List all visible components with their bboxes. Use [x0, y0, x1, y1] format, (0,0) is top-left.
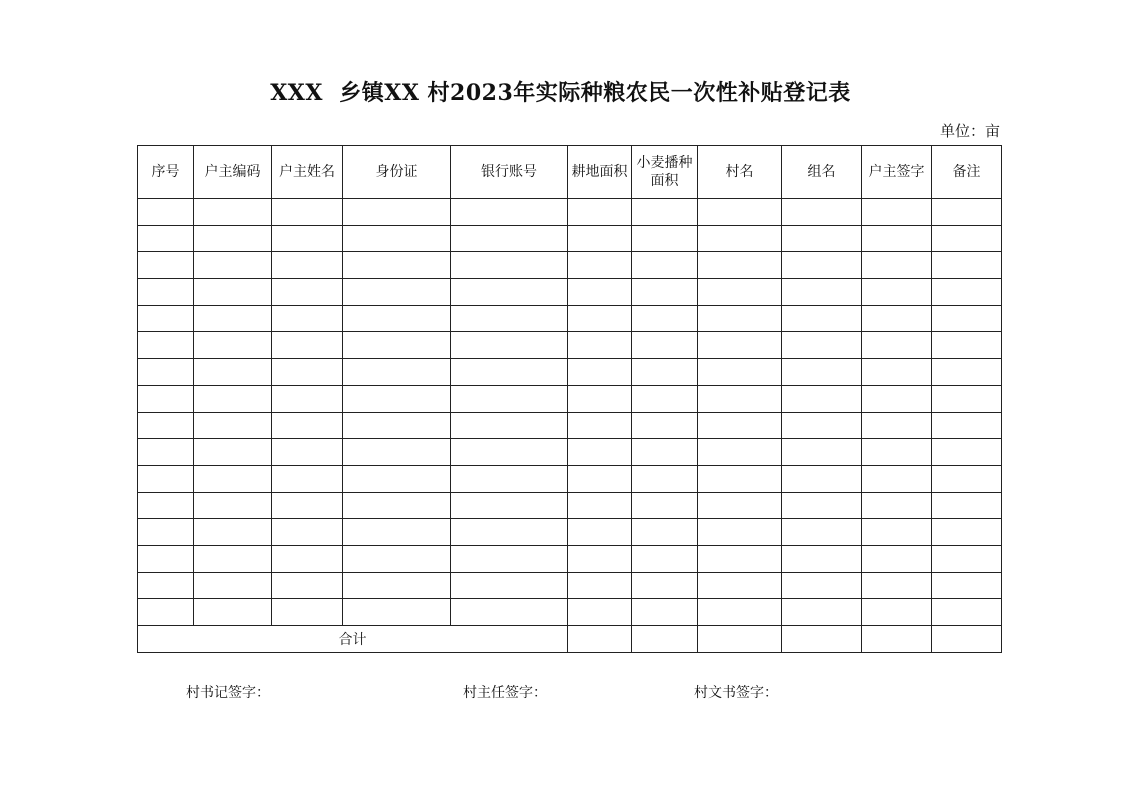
total-cell[interactable]: [632, 626, 698, 653]
table-cell[interactable]: [862, 252, 932, 279]
table-cell[interactable]: [862, 599, 932, 626]
table-cell[interactable]: [568, 465, 632, 492]
table-cell[interactable]: [568, 305, 632, 332]
table-cell[interactable]: [343, 359, 451, 386]
table-row: [138, 599, 1002, 626]
table-cell[interactable]: [272, 492, 343, 519]
table-cell[interactable]: [862, 359, 932, 386]
table-cell[interactable]: [272, 545, 343, 572]
table-cell[interactable]: [568, 332, 632, 359]
header-remarks: 备注: [932, 146, 1002, 199]
header-householder-name: 户主姓名: [272, 146, 343, 199]
table-cell[interactable]: [194, 359, 272, 386]
table-cell[interactable]: [568, 519, 632, 546]
table-cell[interactable]: [138, 332, 194, 359]
table-cell[interactable]: [343, 492, 451, 519]
table-cell[interactable]: [138, 359, 194, 386]
table-cell[interactable]: [343, 332, 451, 359]
table-cell[interactable]: [862, 225, 932, 252]
table-cell[interactable]: [451, 305, 568, 332]
table-cell[interactable]: [932, 252, 1002, 279]
table-row: [138, 225, 1002, 252]
table-cell[interactable]: [568, 439, 632, 466]
table-row: [138, 519, 1002, 546]
table-cell[interactable]: [272, 439, 343, 466]
table-cell[interactable]: [451, 199, 568, 226]
table-cell[interactable]: [632, 519, 698, 546]
header-group-name: 组名: [782, 146, 862, 199]
table-cell[interactable]: [451, 412, 568, 439]
table-cell[interactable]: [138, 599, 194, 626]
table-cell[interactable]: [272, 359, 343, 386]
table-cell[interactable]: [782, 305, 862, 332]
table-cell[interactable]: [698, 465, 782, 492]
table-cell[interactable]: [698, 225, 782, 252]
table-cell[interactable]: [194, 572, 272, 599]
table-cell[interactable]: [343, 252, 451, 279]
table-cell[interactable]: [194, 599, 272, 626]
header-farmland-area: 耕地面积: [568, 146, 632, 199]
table-cell[interactable]: [698, 545, 782, 572]
table-cell[interactable]: [932, 279, 1002, 306]
table-cell[interactable]: [272, 279, 343, 306]
table-cell[interactable]: [862, 519, 932, 546]
table-row: [138, 492, 1002, 519]
table-cell[interactable]: [451, 332, 568, 359]
table-cell[interactable]: [782, 252, 862, 279]
table-cell[interactable]: [138, 199, 194, 226]
table-cell[interactable]: [862, 279, 932, 306]
table-cell[interactable]: [272, 225, 343, 252]
table-cell[interactable]: [632, 545, 698, 572]
table-cell[interactable]: [568, 385, 632, 412]
table-cell[interactable]: [632, 252, 698, 279]
table-cell[interactable]: [194, 332, 272, 359]
registration-table: [137, 145, 1002, 653]
table-cell[interactable]: [194, 412, 272, 439]
table-row: [138, 412, 1002, 439]
table-cell[interactable]: [632, 332, 698, 359]
table-cell[interactable]: [632, 305, 698, 332]
table-cell[interactable]: [862, 492, 932, 519]
clerk-signature-label: 村文书签字：: [694, 685, 778, 701]
table-cell[interactable]: [568, 359, 632, 386]
table-cell[interactable]: [632, 572, 698, 599]
table-cell[interactable]: [451, 385, 568, 412]
total-cell[interactable]: [932, 626, 1002, 653]
table-body: [138, 199, 1002, 626]
table-cell[interactable]: [194, 279, 272, 306]
secretary-signature-label: 村书记签字：: [186, 685, 270, 701]
table-cell[interactable]: [932, 519, 1002, 546]
table-cell[interactable]: [568, 279, 632, 306]
table-cell[interactable]: [932, 492, 1002, 519]
table-cell[interactable]: [698, 412, 782, 439]
table-cell[interactable]: [932, 305, 1002, 332]
table-cell[interactable]: [782, 519, 862, 546]
table-cell[interactable]: [451, 439, 568, 466]
table-cell[interactable]: [698, 252, 782, 279]
table-cell[interactable]: [138, 545, 194, 572]
table-cell[interactable]: [782, 465, 862, 492]
table-cell[interactable]: [343, 599, 451, 626]
table-cell[interactable]: [138, 412, 194, 439]
table-cell[interactable]: [272, 572, 343, 599]
table-cell[interactable]: [451, 599, 568, 626]
table-cell[interactable]: [698, 519, 782, 546]
table-cell[interactable]: [932, 599, 1002, 626]
table-cell[interactable]: [782, 439, 862, 466]
table-cell[interactable]: [194, 252, 272, 279]
table-cell[interactable]: [632, 279, 698, 306]
table-cell[interactable]: [138, 572, 194, 599]
total-label: 合计: [138, 626, 568, 653]
table-cell[interactable]: [138, 439, 194, 466]
table-cell[interactable]: [632, 599, 698, 626]
table-cell[interactable]: [698, 359, 782, 386]
table-cell[interactable]: [451, 252, 568, 279]
table-cell[interactable]: [343, 545, 451, 572]
table-cell[interactable]: [343, 572, 451, 599]
table-cell[interactable]: [194, 385, 272, 412]
table-cell[interactable]: [451, 519, 568, 546]
table-cell[interactable]: [138, 225, 194, 252]
table-cell[interactable]: [932, 545, 1002, 572]
table-cell[interactable]: [698, 332, 782, 359]
table-cell[interactable]: [343, 412, 451, 439]
header-village-name: 村名: [698, 146, 782, 199]
table-cell[interactable]: [272, 305, 343, 332]
table-cell[interactable]: [568, 545, 632, 572]
total-cell[interactable]: [568, 626, 632, 653]
table-cell[interactable]: [272, 385, 343, 412]
table-cell[interactable]: [343, 465, 451, 492]
table-cell[interactable]: [343, 439, 451, 466]
table-cell[interactable]: [272, 519, 343, 546]
table-cell[interactable]: [451, 359, 568, 386]
table-cell[interactable]: [698, 572, 782, 599]
table-cell[interactable]: [343, 519, 451, 546]
header-wheat-sowing-area: 小麦播种面积: [632, 146, 698, 199]
table-cell[interactable]: [932, 385, 1002, 412]
table-cell[interactable]: [451, 572, 568, 599]
table-cell[interactable]: [451, 225, 568, 252]
table-cell[interactable]: [698, 599, 782, 626]
table-cell[interactable]: [932, 225, 1002, 252]
table-cell[interactable]: [932, 439, 1002, 466]
table-cell[interactable]: [932, 359, 1002, 386]
table-cell[interactable]: [782, 545, 862, 572]
table-row: [138, 359, 1002, 386]
table-cell[interactable]: [194, 225, 272, 252]
table-cell[interactable]: [862, 572, 932, 599]
signature-section: [0, 682, 1121, 702]
table-header-row: [138, 146, 1002, 199]
table-cell[interactable]: [568, 572, 632, 599]
table-cell[interactable]: [194, 199, 272, 226]
table-cell[interactable]: [782, 385, 862, 412]
table-cell[interactable]: [194, 465, 272, 492]
table-cell[interactable]: [698, 199, 782, 226]
table-cell[interactable]: [272, 252, 343, 279]
table-cell[interactable]: [632, 359, 698, 386]
table-cell[interactable]: [932, 412, 1002, 439]
table-cell[interactable]: [862, 439, 932, 466]
table-cell[interactable]: [272, 599, 343, 626]
table-cell[interactable]: [698, 439, 782, 466]
table-cell[interactable]: [782, 492, 862, 519]
table-cell[interactable]: [451, 545, 568, 572]
table-cell[interactable]: [632, 225, 698, 252]
table-cell[interactable]: [138, 519, 194, 546]
table-cell[interactable]: [632, 199, 698, 226]
table-row: [138, 439, 1002, 466]
table-cell[interactable]: [698, 492, 782, 519]
table-cell[interactable]: [782, 199, 862, 226]
total-row: [138, 626, 1002, 653]
table-cell[interactable]: [632, 385, 698, 412]
table-row: [138, 465, 1002, 492]
table-cell[interactable]: [272, 199, 343, 226]
table-cell[interactable]: [194, 492, 272, 519]
total-cell[interactable]: [698, 626, 782, 653]
table-cell[interactable]: [138, 305, 194, 332]
director-signature-label: 村主任签字：: [463, 685, 547, 701]
table-cell[interactable]: [932, 332, 1002, 359]
header-bank-account: 银行账号: [451, 146, 568, 199]
header-serial-number: 序号: [138, 146, 194, 199]
table-cell[interactable]: [451, 465, 568, 492]
table-cell[interactable]: [138, 279, 194, 306]
table-cell[interactable]: [568, 199, 632, 226]
table-row: [138, 572, 1002, 599]
form-title: XXX 乡镇XX 村2023年实际种粮农民一次性补贴登记表: [270, 80, 851, 106]
table-cell[interactable]: [343, 225, 451, 252]
table-cell[interactable]: [862, 199, 932, 226]
table-cell[interactable]: [698, 305, 782, 332]
table-cell[interactable]: [568, 599, 632, 626]
table-cell[interactable]: [272, 412, 343, 439]
table-cell[interactable]: [782, 412, 862, 439]
table-cell[interactable]: [451, 279, 568, 306]
table-row: [138, 252, 1002, 279]
table-cell[interactable]: [632, 492, 698, 519]
table-row: [138, 332, 1002, 359]
table-cell[interactable]: [632, 412, 698, 439]
table-cell[interactable]: [782, 332, 862, 359]
table-cell[interactable]: [782, 225, 862, 252]
table-row: [138, 279, 1002, 306]
table-cell[interactable]: [343, 305, 451, 332]
table-cell[interactable]: [451, 492, 568, 519]
table-cell[interactable]: [782, 599, 862, 626]
table-cell[interactable]: [632, 465, 698, 492]
table-cell[interactable]: [343, 385, 451, 412]
table-cell[interactable]: [632, 439, 698, 466]
table-cell[interactable]: [138, 385, 194, 412]
table-cell[interactable]: [194, 545, 272, 572]
table-cell[interactable]: [932, 572, 1002, 599]
table-row: [138, 385, 1002, 412]
table-cell[interactable]: [138, 252, 194, 279]
table-cell[interactable]: [194, 519, 272, 546]
table-cell[interactable]: [698, 385, 782, 412]
table-cell[interactable]: [932, 465, 1002, 492]
table-cell[interactable]: [138, 492, 194, 519]
table-row: [138, 545, 1002, 572]
table-row: [138, 305, 1002, 332]
table-cell[interactable]: [782, 572, 862, 599]
table-row: [138, 199, 1002, 226]
table-cell[interactable]: [343, 199, 451, 226]
table-cell[interactable]: [568, 412, 632, 439]
table-cell[interactable]: [272, 465, 343, 492]
header-household-code: 户主编码: [194, 146, 272, 199]
table-cell[interactable]: [862, 332, 932, 359]
table-cell[interactable]: [194, 305, 272, 332]
table-cell[interactable]: [782, 359, 862, 386]
table-cell[interactable]: [932, 199, 1002, 226]
table-cell[interactable]: [862, 465, 932, 492]
header-householder-signature: 户主签字: [862, 146, 932, 199]
total-cell[interactable]: [862, 626, 932, 653]
table-cell[interactable]: [568, 252, 632, 279]
table-cell[interactable]: [862, 545, 932, 572]
unit-label: 单位：亩: [939, 122, 1000, 140]
table-cell[interactable]: [698, 279, 782, 306]
table-cell[interactable]: [194, 439, 272, 466]
table-cell[interactable]: [568, 492, 632, 519]
table-cell[interactable]: [862, 412, 932, 439]
table-cell[interactable]: [343, 279, 451, 306]
table-cell[interactable]: [782, 279, 862, 306]
table-cell[interactable]: [138, 465, 194, 492]
table-cell[interactable]: [862, 305, 932, 332]
header-id-card: 身份证: [343, 146, 451, 199]
table-cell[interactable]: [272, 332, 343, 359]
table-cell[interactable]: [568, 225, 632, 252]
table-cell[interactable]: [862, 385, 932, 412]
total-cell[interactable]: [782, 626, 862, 653]
